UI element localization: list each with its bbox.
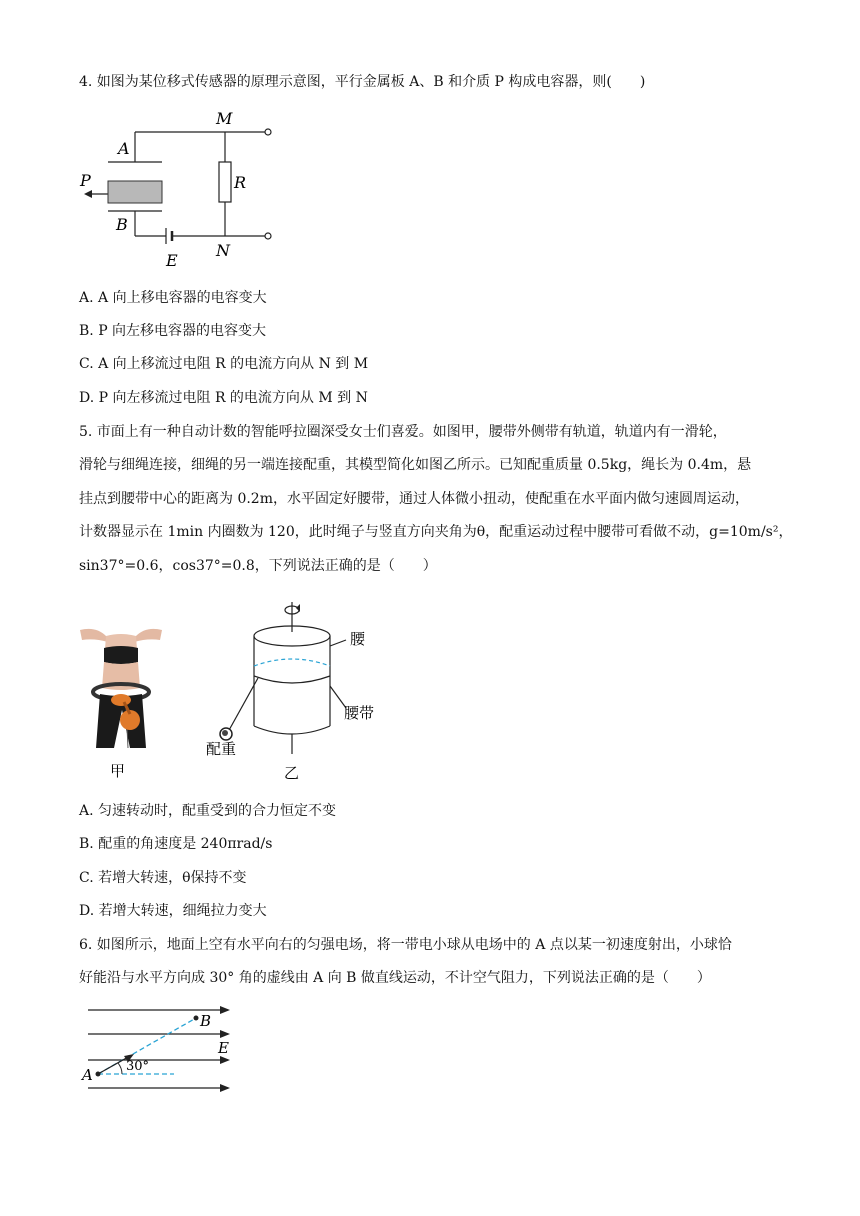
q5-option-d: D. 若增大转速，细绳拉力变大: [79, 903, 267, 919]
q4-option-b: B. P 向左移电容器的电容变大: [79, 323, 267, 339]
resistor-r: [219, 162, 231, 202]
q5-stem-line-1: 5. 市面上有一种自动计数的智能呼拉圈深受女士们喜爱。如图甲，腰带外侧带有轨道，轨道内有一滑轮，: [79, 424, 727, 440]
q5-stem-line-4: 计数器显示在 1min 内圈数为 120，此时绳子与竖直方向夹角为θ，配重运动过程中腰带可看做不动，g=10m/s²，: [79, 524, 793, 540]
label-a: A: [82, 1066, 93, 1084]
label-r: R: [234, 173, 247, 192]
q5-stem-line-5: sin37°=0.6，cos37°=0.8，下列说法正确的是（ ）: [79, 558, 437, 574]
q5-stem-line-3: 挂点到腰带中心的距离为 0.2m，水平固定好腰带，通过人体微小扭动，使配重在水平面内做匀速圆周运动，: [79, 491, 749, 507]
q4-option-c: C. A 向上移流过电阻 R 的电流方向从 N 到 M: [79, 356, 369, 372]
label-yaodai: 腰带: [344, 704, 375, 722]
label-yao: 腰: [350, 630, 366, 648]
label-yi: 乙: [284, 764, 300, 782]
q6-field-diagram: [78, 998, 248, 1098]
label-m: M: [216, 109, 233, 128]
q5-option-a: A. 匀速转动时，配重受到的合力恒定不变: [79, 803, 337, 819]
label-b: B: [200, 1012, 212, 1030]
q5-photo-jia: [76, 622, 166, 782]
label-jia: 甲: [110, 762, 126, 780]
label-n: N: [216, 241, 230, 260]
label-b: B: [116, 215, 128, 234]
q6-stem-line-1: 6. 如图所示，地面上空有水平向右的匀强电场，将一带电小球从电场中的 A 点以某一初速度射出，小球恰: [79, 937, 732, 953]
label-p: P: [80, 171, 91, 190]
dielectric-p: [108, 181, 162, 203]
q4-option-a: A. A 向上移电容器的电容变大: [79, 290, 267, 306]
q5-diagram-yi: [200, 594, 390, 784]
q4-stem: 4. 如图为某位移式传感器的原理示意图，平行金属板 A、B 和介质 P 构成电容器，则( ): [79, 74, 646, 90]
q5-option-b: B. 配重的角速度是 240πrad/s: [79, 836, 273, 852]
q5-option-c: C. 若增大转速，θ保持不变: [79, 870, 247, 886]
q4-circuit-diagram: [70, 104, 290, 274]
label-e: E: [166, 251, 178, 270]
q4-option-d: D. P 向左移流过电阻 R 的电流方向从 M 到 N: [79, 390, 368, 406]
label-a: A: [118, 139, 130, 158]
label-e: E: [218, 1039, 229, 1057]
q5-stem-line-2: 滑轮与细绳连接，细绳的另一端连接配重，其模型简化如图乙所示。已知配重质量 0.5kg，绳长为 0.4m，悬: [79, 457, 752, 473]
label-peizhong: 配重: [206, 740, 237, 758]
q6-stem-line-2: 好能沿与水平方向成 30° 角的虚线由 A 向 B 做直线运动，不计空气阻力，下列说法正确的是（ ）: [79, 970, 711, 986]
label-angle: 30°: [126, 1059, 150, 1074]
